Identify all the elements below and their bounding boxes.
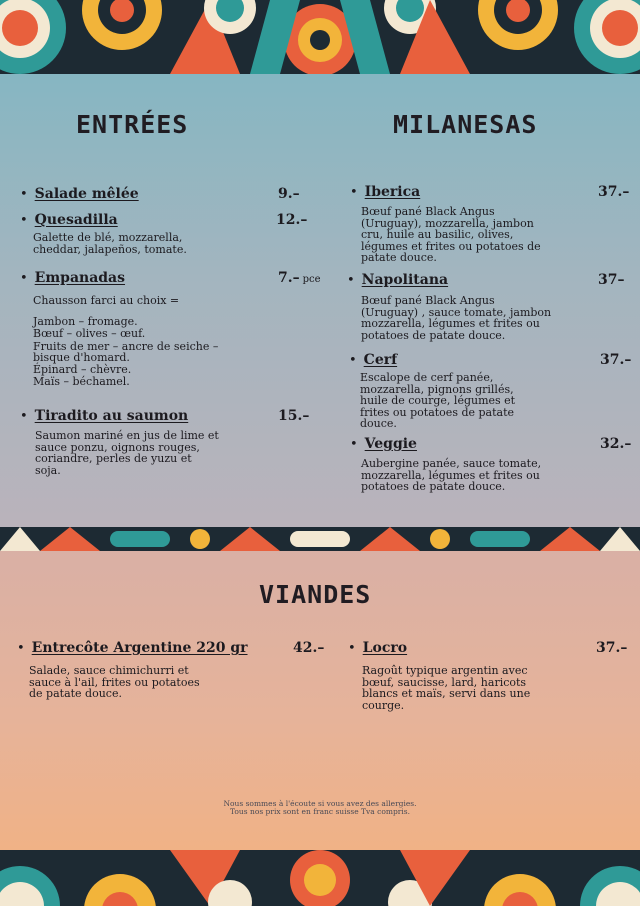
item-price: 15.– xyxy=(278,408,310,424)
price-unit: pce xyxy=(302,274,321,285)
section-title-entrees: ENTRÉES xyxy=(76,110,189,139)
item-name: Locro xyxy=(362,640,408,656)
bullet-icon: • xyxy=(17,641,25,656)
item-description: Galette de blé, mozzarella, cheddar, jalapeños, tomate. xyxy=(33,231,187,256)
bullet-icon: • xyxy=(348,641,356,656)
item-name: Quesadilla xyxy=(34,212,118,228)
bullet-icon: • xyxy=(347,273,355,288)
filling-option: Épinard – chèvre. xyxy=(33,362,132,376)
item-description: Bœuf pané Black Angus (Uruguay) , sauce tomate, jambon mozzarella, légumes et frites ou potatoes de patate douce. xyxy=(361,294,552,342)
item-description: Salade, sauce chimichurri et sauce à l'ail, frites ou potatoes de patate douce. xyxy=(29,664,200,700)
item-name: Empanadas xyxy=(34,270,126,286)
bullet-icon: • xyxy=(350,185,358,200)
item-price: 12.– xyxy=(276,212,308,228)
empanada-intro: Chausson farci au choix = xyxy=(33,294,180,307)
item-description: Ragoût typique argentin avec bœuf, saucisse, lard, haricots blancs et maïs, servi dans une courge. xyxy=(362,664,531,712)
menu-item xyxy=(20,408,320,476)
item-price: 9.– xyxy=(278,186,300,202)
menu-item xyxy=(17,640,332,700)
item-price: 42.– xyxy=(293,640,325,656)
section-title-viandes: VIANDES xyxy=(259,580,372,609)
bullet-icon: • xyxy=(20,409,28,424)
filling-option: Maïs – béchamel. xyxy=(33,375,130,388)
item-name: Cerf xyxy=(363,352,398,368)
menu-item xyxy=(350,184,632,264)
decorative-pattern-bottom xyxy=(0,850,640,906)
bullet-icon: • xyxy=(20,187,28,202)
bullet-icon: • xyxy=(20,213,28,228)
item-price: 32.– xyxy=(600,436,632,452)
bullet-icon: • xyxy=(20,271,28,286)
menu-item xyxy=(348,640,632,711)
item-price: 37.– xyxy=(600,352,632,368)
menu-item xyxy=(349,352,632,430)
item-price: 37– xyxy=(598,272,625,288)
item-name: Entrecôte Argentine 220 gr xyxy=(31,640,248,656)
section-title-milanesas: MILANESAS xyxy=(393,110,538,139)
bullet-icon: • xyxy=(350,437,358,452)
menu-item xyxy=(350,436,632,493)
item-price: 37.– xyxy=(596,640,628,656)
item-name: Salade mêlée xyxy=(34,186,139,202)
menu-item xyxy=(20,186,310,202)
item-name: Napolitana xyxy=(361,272,449,288)
filling-option: Fruits de mer – ancre de seiche – bisque d'homard. xyxy=(33,339,219,364)
menu-item xyxy=(20,270,320,389)
item-description: Aubergine panée, sauce tomate, mozzarella, légumes et frites ou potatoes de patate douce. xyxy=(361,457,542,493)
item-description: Escalope de cerf panée, mozzarella, pignons grillés, huile de courge, légumes et frites ou potatoes de patate douce. xyxy=(360,371,516,430)
price-note: Tous nos prix sont en franc suisse Tva compris. xyxy=(229,807,410,816)
item-description: Saumon mariné en jus de lime et sauce ponzu, oignons rouges, coriandre, perles de yuzu et soja. xyxy=(35,429,219,477)
menu-item xyxy=(20,212,310,255)
filling-option: Bœuf – olives – œuf. xyxy=(33,327,146,340)
item-price: 37.– xyxy=(598,184,630,200)
decorative-pattern-top xyxy=(0,0,640,74)
footer-note xyxy=(0,800,640,816)
item-name: Veggie xyxy=(364,436,417,452)
item-name: Iberica xyxy=(364,184,421,200)
allergy-note: Nous sommes à l'écoute si vous avez des allergies. xyxy=(223,799,417,808)
menu-item xyxy=(347,272,632,341)
item-description: Bœuf pané Black Angus (Uruguay), mozzarella, jambon cru, huile au basilic, olives, légumes et frites ou potatoes de patate douce. xyxy=(361,205,541,264)
item-price: 7.– pce xyxy=(278,270,321,286)
item-name: Tiradito au saumon xyxy=(34,408,189,424)
filling-option: Jambon – fromage. xyxy=(33,314,138,328)
bullet-icon: • xyxy=(349,353,357,368)
decorative-pattern-middle xyxy=(0,527,640,551)
